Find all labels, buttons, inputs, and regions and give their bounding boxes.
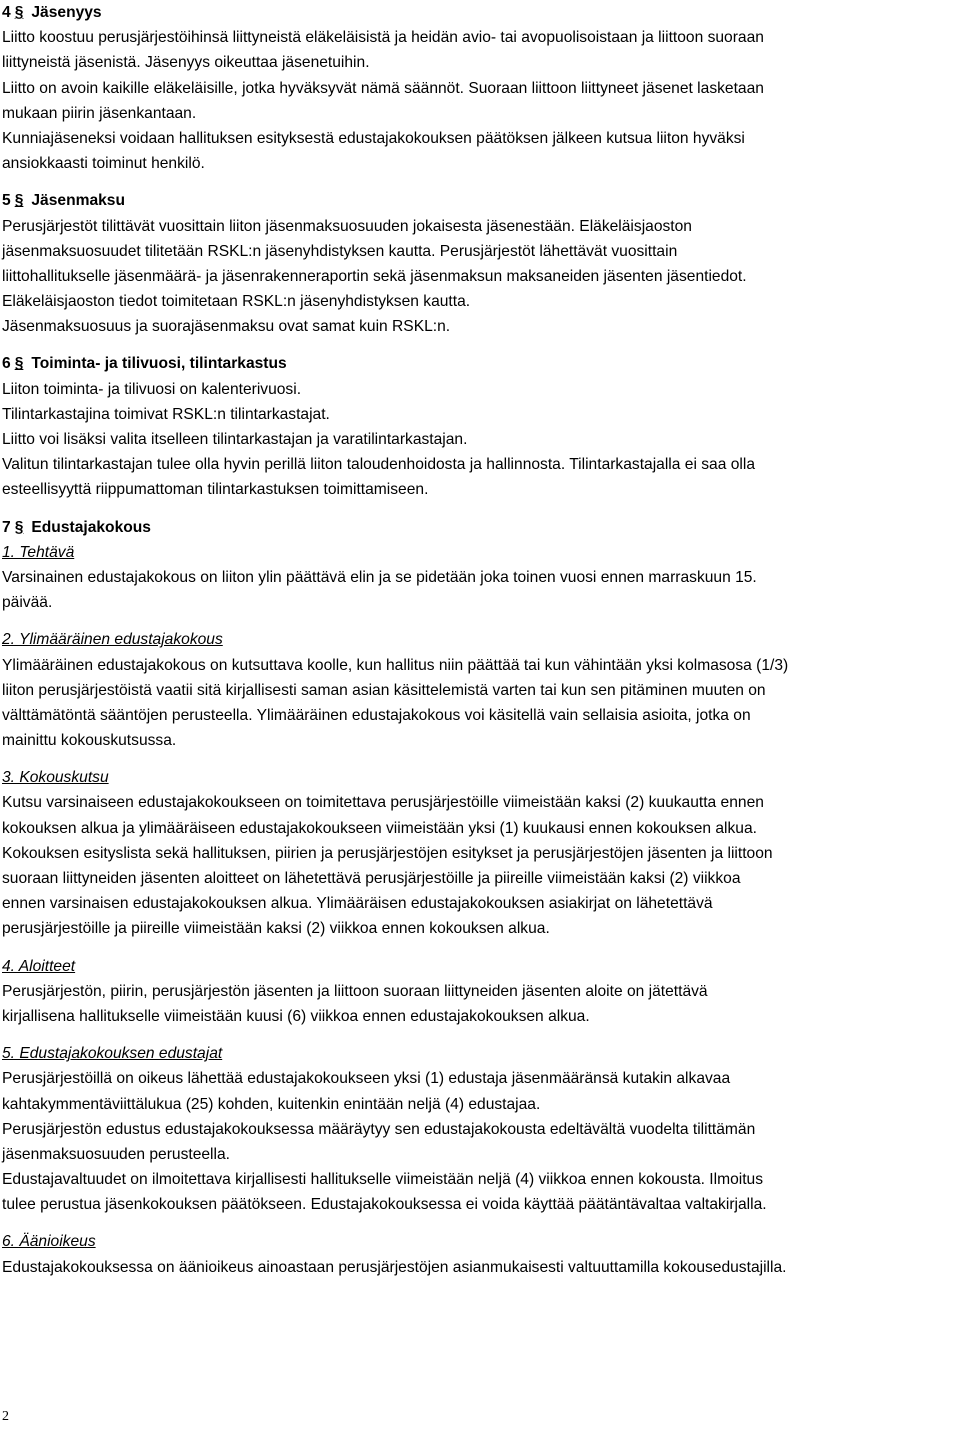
paragraph-line: Edustajakokouksessa on äänioikeus ainoastaan perusjärjestöjen asianmukaisesti valtuuttamilla kokousedustajilla. xyxy=(2,1258,787,1276)
page-number: 2 xyxy=(2,1409,9,1424)
paragraph-line: Liitto voi lisäksi valita itselleen tilintarkastajan ja varatilintarkastajan. xyxy=(2,431,468,448)
paragraph-line: kirjallisena hallitukselle viimeistään kuusi (6) viikkoa ennen edustajakokouksen alkua. xyxy=(2,1007,590,1025)
paragraph-line: jäsenmaksuosuudet tilitetään RSKL:n jäsenyhdistyksen kautta. Perusjärjestöt lähettävät vuosittain xyxy=(2,242,678,260)
paragraph-line: Valitun tilintarkastajan tulee olla hyvin perillä liiton taloudenhoidosta ja hallinnosta. Tilintarkastajalla ei saa olla xyxy=(2,456,755,474)
paragraph-line: liittohallitukselle jäsenmäärä- ja jäsenrakenneraportin sekä jäsenmaksun maksaneiden jäsenten jäsentiedot. xyxy=(2,267,747,285)
paragraph-line: Ylimääräinen edustajakokous on kutsuttava koolle, kun hallitus niin päättää tai kun vähintään yksi kolmasosa (1/3) xyxy=(2,656,789,674)
paragraph-line: Liitto on avoin kaikille eläkeläisille, jotka hyväksyvät nämä säännöt. Suoraan liittoon liittyneet jäsenet lasketaan xyxy=(2,79,764,97)
paragraph-line: Perusjärjestön, piirin, perusjärjestön jäsenten ja liittoon suoraan liittyneiden jäsenten aloite on jätettävä xyxy=(2,982,708,1000)
paragraph-line: Varsinainen edustajakokous on liiton ylin päättävä elin ja se pidetään joka toinen vuosi ennen marraskuun 15. xyxy=(2,568,757,586)
paragraph-line: ansiokkaasti toiminut henkilö. xyxy=(2,155,205,173)
section-heading: 4 § Jäsenyys xyxy=(2,4,102,21)
subsection-heading: 3. Kokouskutsu xyxy=(2,769,109,787)
paragraph-line: Kutsu varsinaiseen edustajakokoukseen on toimitettava perusjärjestöille viimeistään kaksi (2) kuukautta ennen xyxy=(2,794,764,812)
section-heading: 5 § Jäsenmaksu xyxy=(2,192,125,210)
paragraph-line: mainittu kokouskutsussa. xyxy=(2,732,177,750)
paragraph-line: Edustajavaltuudet on ilmoitettava kirjallisesti hallitukselle viimeistään neljä (4) viikkoa ennen kokousta. Ilmoitus xyxy=(2,1171,764,1189)
subsection-heading: 5. Edustajakokouksen edustajat xyxy=(2,1045,223,1063)
paragraph-line: Perusjärjestöillä on oikeus lähettää edustajakokoukseen yksi (1) edustaja jäsenmääränsä kutakin alkavaa xyxy=(2,1070,731,1088)
paragraph-line: Tilintarkastajina toimivat RSKL:n tilintarkastajat. xyxy=(2,405,330,423)
paragraph-line: ennen varsinaisen edustajakokouksen alkua. Ylimääräisen edustajakokouksen asiakirjat on lähetettävä xyxy=(2,895,713,913)
paragraph-line: liittyneistä jäsenistä. Jäsenyys oikeuttaa jäsenetuihin. xyxy=(2,54,370,72)
subsection-heading: 1. Tehtävä xyxy=(2,543,75,561)
subsection-heading: 4. Aloitteet xyxy=(2,957,76,975)
paragraph-line: Liitto koostuu perusjärjestöihinsä liittyneistä eläkeläisistä ja heidän avio- tai avopuolisoistaan ja liittoon suoraan xyxy=(2,29,764,47)
paragraph-line: Kunniajäseneksi voidaan hallituksen esityksestä edustajakokouksen päätöksen jälkeen kutsua liiton hyväksi xyxy=(2,129,745,147)
paragraph-line: perusjärjestöille ja piireille viimeistään kaksi (2) viikkoa ennen kokouksen alkua. xyxy=(2,920,550,938)
paragraph-line: Perusjärjestöt tilittävät vuosittain liiton jäsenmaksuosuuden jokaisesta jäsenestään. Eläkeläisjaoston xyxy=(2,217,692,235)
document-page xyxy=(2,0,958,1280)
paragraph-line: päivää. xyxy=(2,594,53,612)
subsection-heading: 2. Ylimääräinen edustajakokous xyxy=(2,631,223,649)
section-heading: 7 § Edustajakokous xyxy=(2,518,151,536)
paragraph-line: Kokouksen esityslista sekä hallituksen, piirien ja perusjärjestöjen esitykset ja perusjärjestöjen jäsenten ja liittoon xyxy=(2,844,773,862)
paragraph-line: mukaan piirin jäsenkantaan. xyxy=(2,104,197,122)
paragraph-line: kahtakymmentäviittälukua (25) kohden, kuitenkin enintään neljä (4) edustajaa. xyxy=(2,1095,541,1113)
paragraph-line: Eläkeläisjaoston tiedot toimitetaan RSKL:n jäsenyhdistyksen kautta. xyxy=(2,293,471,311)
subsection-heading: 6. Äänioikeus xyxy=(2,1233,96,1251)
paragraph-line: jäsenmaksuosuuden perusteella. xyxy=(2,1145,230,1163)
paragraph-line: suoraan liittyneiden jäsenten aloitteet on lähetettävä perusjärjestöille ja piireille viimeistään kaksi (2) viikkoa xyxy=(2,870,741,887)
paragraph-line: esteellisyyttä riippumattoman tilintarkastuksen toimittamiseen. xyxy=(2,481,429,499)
paragraph-line: kokouksen alkua ja ylimääräiseen edustajakokoukseen viimeistään yksi (1) kuukausi ennen kokouksen alkua. xyxy=(2,819,757,837)
paragraph-line: liiton perusjärjestöistä vaatii sitä kirjallisesti saman asian käsittelemistä varten tai kun sen pitäminen muuten on xyxy=(2,681,766,699)
paragraph-line: tulee perustua jäsenkokouksen päätökseen. Edustajakokouksessa ei voida käyttää päätäntävaltaa valtakirjalla. xyxy=(2,1196,767,1214)
paragraph-line: Jäsenmaksuosuus ja suorajäsenmaksu ovat samat kuin RSKL:n. xyxy=(2,318,451,336)
paragraph-line: välttämätöntä sääntöjen perusteella. Ylimääräinen edustajakokous voi käsitellä vain sellaisia asioita, jotka on xyxy=(2,706,751,724)
section-heading: 6 § Toiminta- ja tilivuosi, tilintarkastus xyxy=(2,355,287,373)
paragraph-line: Perusjärjestön edustus edustajakokouksessa määräytyy sen edustajakokousta edeltävältä vuodelta tilittämän xyxy=(2,1120,756,1138)
paragraph-line: Liiton toiminta- ja tilivuosi on kalenterivuosi. xyxy=(2,380,302,398)
